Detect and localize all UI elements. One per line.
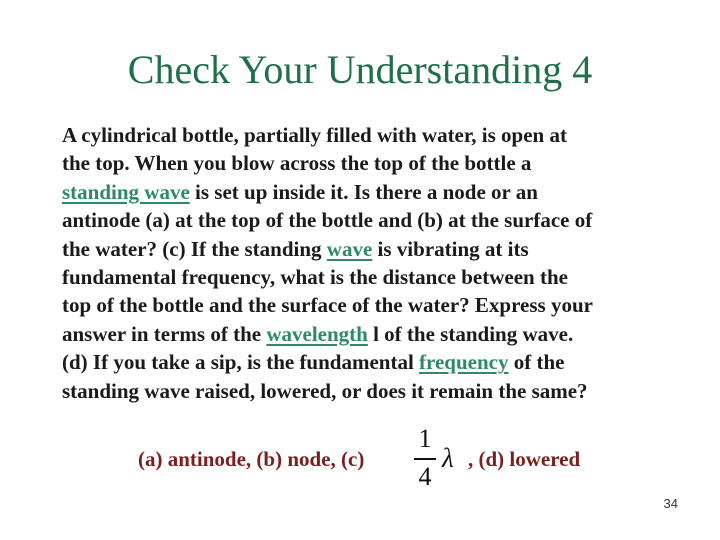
fraction-quarter-lambda [412,426,462,490]
question-line-text: is set up inside it. Is there a node or an [189,179,538,204]
wave-link[interactable]: wave [326,236,373,261]
question-line [62,178,682,206]
lambda-symbol: λ [442,443,454,473]
page-number: 34 [663,496,678,511]
question-line-text: (d) If you take a sip, is the fundamental [62,350,420,375]
fraction-bar [414,458,436,460]
question-line-text: the water? (c) If the standing [62,236,327,261]
question-line [62,235,682,263]
question-line: standing wave raised, lowered, or does it remain the same? [62,378,588,403]
question-line: fundamental frequency, what is the distance between the [62,265,568,290]
question-line-text: l of the standing wave. [367,321,574,346]
question-line: antinode (a) at the top of the bottle and (b) at the surface of [62,208,593,233]
slide-title: Check Your Understanding 4 [127,47,593,92]
frequency-link[interactable]: frequency [419,350,509,375]
question-line-text: is vibrating at its [372,236,529,261]
answer-suffix: , (d) lowered [468,447,581,471]
fraction-denominator: 4 [418,462,432,491]
standing-wave-link[interactable]: standing wave [62,179,190,204]
answer-prefix: (a) antinode, (b) node, (c) [138,447,365,471]
question-line [62,320,682,348]
question-line-text: answer in terms of the [62,321,267,346]
question-text [62,121,682,405]
question-line: top of the bottle and the surface of the water? Express your [62,293,593,318]
answer [138,422,658,492]
question-line-text: of the [508,350,565,375]
question-line: the top. When you blow across the top of the bottle a [62,151,532,176]
fraction-numerator: 1 [418,424,432,453]
question-line [62,348,682,376]
question-line: A cylindrical bottle, partially filled with water, is open at [62,123,567,147]
wavelength-link[interactable]: wavelength [266,321,368,346]
